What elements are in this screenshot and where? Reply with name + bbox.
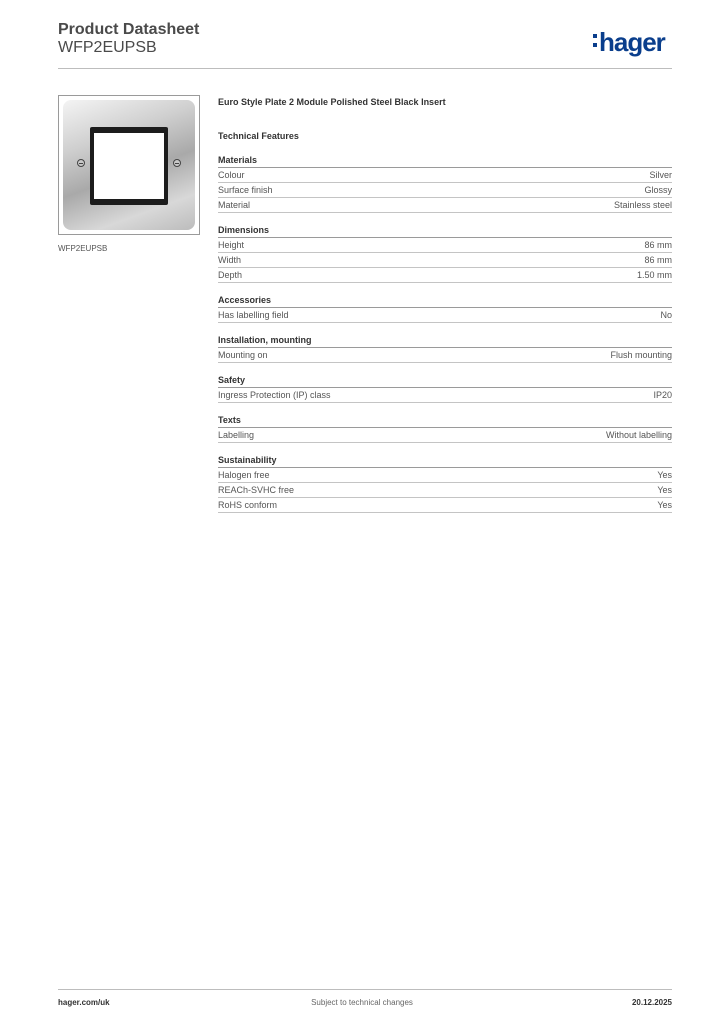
feature-value: 86 mm [644, 255, 672, 265]
feature-label: Has labelling field [218, 310, 289, 320]
feature-value: Stainless steel [613, 200, 672, 210]
insert-graphic [90, 127, 168, 205]
section-title: Safety [218, 374, 672, 388]
feature-value: Yes [657, 470, 672, 480]
feature-row [218, 468, 672, 483]
hager-logo [593, 27, 665, 57]
feature-sections [218, 154, 672, 513]
feature-row [218, 183, 672, 198]
feature-row [218, 253, 672, 268]
logo-text: hager [599, 27, 665, 57]
feature-label: Mounting on [218, 350, 268, 360]
footer-website: hager.com/uk [58, 998, 110, 1007]
feature-row [218, 428, 672, 443]
feature-label: RoHS conform [218, 500, 278, 510]
feature-row [218, 483, 672, 498]
technical-features-title: Technical Features [218, 131, 299, 141]
header-title: Product Datasheet [58, 21, 200, 38]
feature-section [218, 224, 672, 283]
feature-row [218, 348, 672, 363]
feature-row [218, 168, 672, 183]
feature-value: Yes [657, 500, 672, 510]
feature-label: Colour [218, 170, 245, 180]
feature-label: Depth [218, 270, 243, 280]
feature-row [218, 498, 672, 513]
feature-section [218, 334, 672, 363]
feature-label: Width [218, 255, 242, 265]
feature-value: Silver [649, 170, 672, 180]
product-code: WFP2EUPSB [58, 39, 157, 56]
feature-value: Flush mounting [610, 350, 672, 360]
header-divider [58, 68, 672, 69]
feature-label: Ingress Protection (IP) class [218, 390, 331, 400]
feature-value: IP20 [653, 390, 672, 400]
section-title: Installation, mounting [218, 334, 672, 348]
feature-label: Labelling [218, 430, 255, 440]
feature-label: Halogen free [218, 470, 270, 480]
feature-label: REACh-SVHC free [218, 485, 295, 495]
section-title: Accessories [218, 294, 672, 308]
insert-opening [94, 133, 164, 199]
screw-right-icon [173, 159, 181, 167]
feature-row [218, 308, 672, 323]
plate-graphic [63, 100, 195, 230]
feature-value: Yes [657, 485, 672, 495]
section-title: Sustainability [218, 454, 672, 468]
feature-label: Material [218, 200, 251, 210]
feature-row [218, 268, 672, 283]
feature-value: Glossy [644, 185, 672, 195]
feature-value: 1.50 mm [636, 270, 672, 280]
section-title: Dimensions [218, 224, 672, 238]
section-title: Materials [218, 154, 672, 168]
footer-notice: Subject to technical changes [311, 998, 413, 1007]
footer-date: 20.12.2025 [631, 998, 672, 1007]
feature-section [218, 414, 672, 443]
datasheet-content [218, 95, 672, 513]
feature-row [218, 388, 672, 403]
footer-divider [58, 989, 672, 990]
product-image [58, 95, 200, 235]
product-name: Euro Style Plate 2 Module Polished Steel Black Insert [218, 97, 446, 107]
feature-value: 86 mm [644, 240, 672, 250]
screw-left-icon [77, 159, 85, 167]
logo-dots-icon [593, 31, 598, 53]
feature-row [218, 238, 672, 253]
feature-section [218, 374, 672, 403]
feature-value: Without labelling [605, 430, 672, 440]
feature-value: No [660, 310, 672, 320]
feature-label: Height [218, 240, 245, 250]
feature-section [218, 294, 672, 323]
feature-section [218, 454, 672, 513]
section-title: Texts [218, 414, 672, 428]
feature-row [218, 198, 672, 213]
feature-label: Surface finish [218, 185, 273, 195]
feature-section [218, 154, 672, 213]
image-caption: WFP2EUPSB [58, 244, 108, 253]
